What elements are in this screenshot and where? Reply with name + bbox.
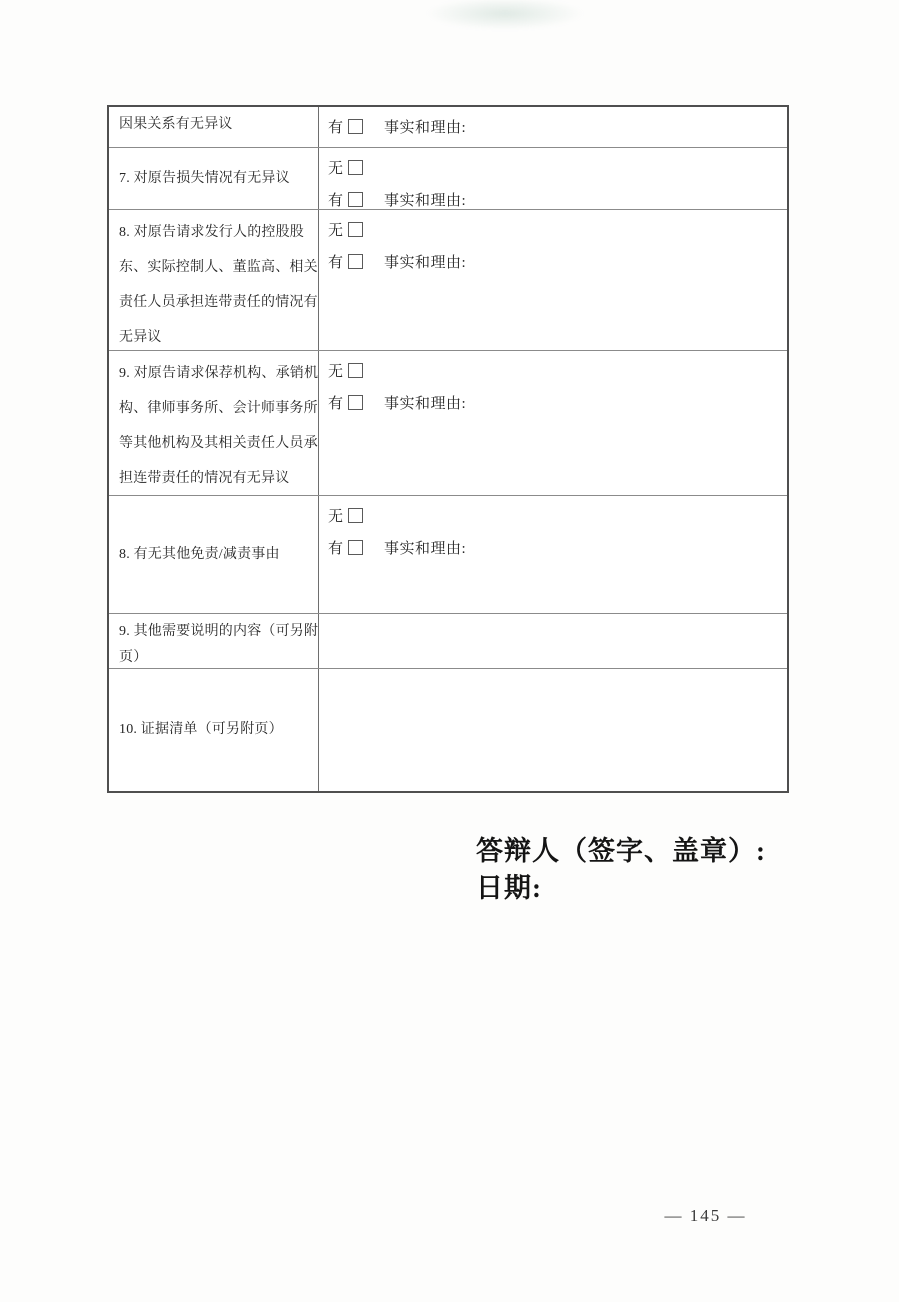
option-suffix: 事实和理由: <box>384 254 467 271</box>
row-label-cell <box>109 496 319 613</box>
row-label-cell <box>109 614 319 668</box>
table-row <box>109 107 787 147</box>
checkbox-icon <box>348 508 363 523</box>
option-label: 无 <box>328 160 344 177</box>
checkbox-icon <box>348 160 363 175</box>
option-suffix: 事实和理由: <box>384 119 467 136</box>
option-label: 无 <box>328 222 344 239</box>
checkbox-icon <box>348 395 363 410</box>
row-answer-cell <box>319 148 787 209</box>
signer-line: 答辩人（签字、盖章）: <box>476 836 766 866</box>
row-label-line: 9. 对原告请求保荐机构、承销机 <box>119 366 319 381</box>
signature-block <box>476 833 766 907</box>
table-row <box>109 613 787 668</box>
row-label-cell <box>109 351 319 495</box>
option-suffix: 事实和理由: <box>384 540 467 557</box>
row-label-line: 等其他机构及其相关责任人员承 <box>119 436 318 451</box>
row-label-line: 东、实际控制人、董监高、相关 <box>119 260 318 275</box>
option-label: 有 <box>328 119 344 136</box>
row-answer-cell <box>319 107 787 147</box>
checkbox-icon <box>348 192 363 207</box>
row-answer-cell <box>319 210 787 350</box>
option-line <box>328 219 781 239</box>
option-line <box>328 360 781 380</box>
option-label: 有 <box>328 192 344 209</box>
checkbox-icon <box>348 254 363 269</box>
option-line <box>328 537 781 557</box>
option-suffix: 事实和理由: <box>384 192 467 209</box>
checkbox-icon <box>348 119 363 134</box>
option-label: 有 <box>328 540 344 557</box>
row-label-cell <box>109 107 319 147</box>
row-answer-cell <box>319 614 787 668</box>
row-label-line: 责任人员承担连带责任的情况有 <box>119 295 318 310</box>
row-answer-cell <box>319 669 787 791</box>
checkbox-icon <box>348 540 363 555</box>
option-line <box>328 116 781 136</box>
row-label-line: 构、律师事务所、会计师事务所 <box>119 401 318 416</box>
row-answer-cell <box>319 351 787 495</box>
row-label-line: 8. 有无其他免责/减责事由 <box>119 546 280 562</box>
option-suffix: 事实和理由: <box>384 395 467 412</box>
option-label: 无 <box>328 363 344 380</box>
scan-artifact-smudge <box>425 0 585 30</box>
table-row <box>109 495 787 613</box>
checkbox-icon <box>348 222 363 237</box>
date-line: 日期: <box>476 873 542 903</box>
row-label-cell <box>109 148 319 209</box>
table-row <box>109 350 787 495</box>
checkbox-icon <box>348 363 363 378</box>
row-label-line: 页） <box>119 650 148 665</box>
row-label-line: 担连带责任的情况有无异议 <box>119 471 290 486</box>
row-label-cell <box>109 210 319 350</box>
table-row <box>109 668 787 791</box>
page-number: — 145 — <box>664 1206 747 1225</box>
row-label-line: 因果关系有无异议 <box>119 117 233 132</box>
row-label-line: 8. 对原告请求发行人的控股股 <box>119 225 304 240</box>
option-line <box>328 251 781 271</box>
defense-form-table <box>107 105 789 793</box>
option-label: 有 <box>328 395 344 412</box>
row-label-line: 无异议 <box>119 330 162 345</box>
option-line <box>328 157 781 177</box>
row-label-line: 10. 证据清单（可另附页） <box>119 722 283 737</box>
option-line <box>328 189 781 209</box>
table-row <box>109 209 787 350</box>
row-answer-cell <box>319 496 787 613</box>
option-line <box>328 392 781 412</box>
option-label: 无 <box>328 508 344 525</box>
row-label-line: 7. 对原告损失情况有无异议 <box>119 170 290 186</box>
row-label-line: 9. 其他需要说明的内容（可另附 <box>119 624 319 639</box>
option-label: 有 <box>328 254 344 271</box>
row-label-cell <box>109 669 319 791</box>
table-row <box>109 147 787 209</box>
option-line <box>328 505 781 525</box>
